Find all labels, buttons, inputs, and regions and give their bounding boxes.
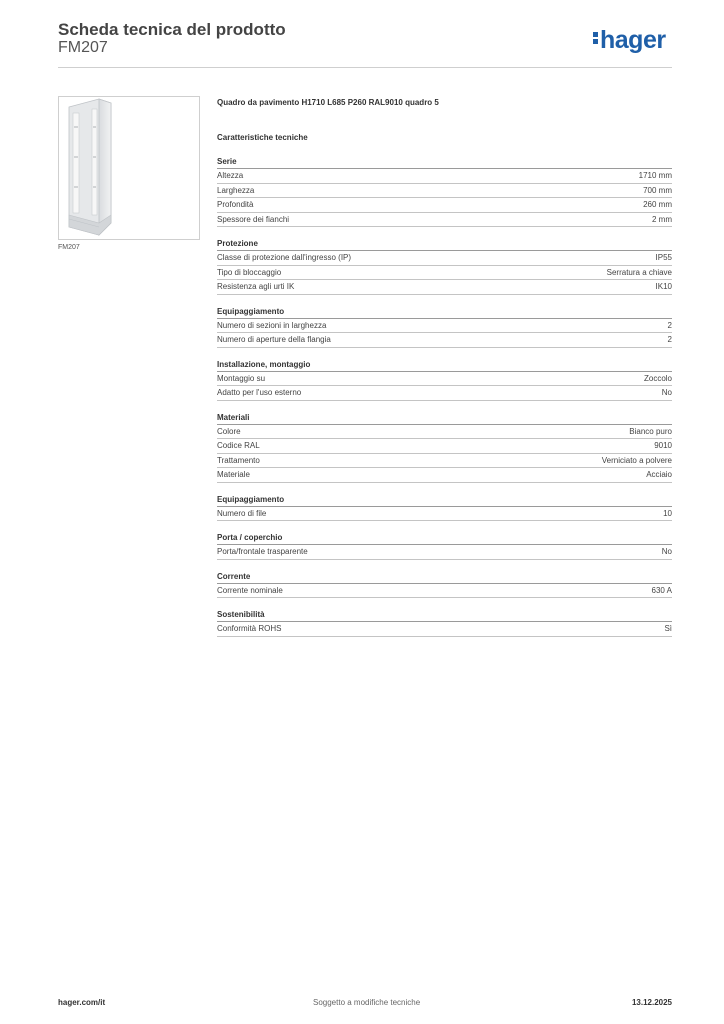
spec-value: Zoccolo [643,373,672,383]
spec-label: Classe di protezione dall'ingresso (IP) [217,253,352,262]
spec-label: Numero di file [217,508,267,518]
spec-value: 2 [667,335,672,344]
spec-label: Montaggio su [217,373,266,383]
spec-row [217,622,672,637]
spec-label: Altezza [217,171,244,180]
spec-label: Codice RAL [217,441,260,450]
spec-value: 10 [663,508,672,518]
spec-row [217,319,672,334]
spec-label: Trattamento [217,455,260,465]
section-title: Corrente [217,571,672,584]
spec-value: Acciaio [646,470,672,479]
section-title: Protezione [217,238,672,251]
spec-label: Spessore dei fianchi [217,214,290,224]
spec-label: Colore [217,426,241,436]
spec-value: 260 mm [643,200,672,209]
section-title: Equipaggiamento [217,306,672,319]
spec-row [217,439,672,454]
section-serie [217,156,672,227]
spec-row [217,507,672,522]
tech-characteristics-title: Caratteristiche tecniche [217,133,308,142]
spec-label: Tipo di bloccaggio [217,267,282,277]
spec-row [217,213,672,228]
section-installazione [217,359,672,401]
spec-row [217,169,672,184]
spec-value: Serratura a chiave [606,267,672,277]
spec-content [217,96,672,637]
footer-note: Soggetto a modifiche tecniche [313,998,421,1007]
spec-row [217,198,672,213]
section-title: Serie [217,156,672,169]
spec-value: 2 [667,320,672,330]
logo-dots-icon [593,30,599,46]
spec-value: 630 A [651,585,672,595]
section-title: Equipaggiamento [217,494,672,507]
spec-label: Conformità ROHS [217,624,282,633]
spec-value: 1710 mm [638,171,672,180]
spec-row [217,280,672,295]
spec-label: Larghezza [217,185,255,195]
section-title: Porta / coperchio [217,532,672,545]
section-title: Installazione, montaggio [217,359,672,372]
spec-value: No [661,388,672,397]
section-title: Sostenibilità [217,609,672,622]
document-title: Scheda tecnica del prodotto [58,20,286,39]
section-equipaggiamento-file [217,494,672,522]
spec-row [217,545,672,560]
spec-value: IP55 [655,253,672,262]
product-image [58,96,200,240]
spec-label: Resistenza agli urti IK [217,282,295,291]
product-code-heading: FM207 [58,39,108,56]
spec-label: Numero di aperture della flangia [217,335,331,344]
spec-row [217,584,672,599]
spec-row [217,425,672,440]
section-corrente [217,571,672,599]
spec-label: Porta/frontale trasparente [217,547,308,556]
section-materiali [217,412,672,483]
product-description: Quadro da pavimento H1710 L685 P260 RAL9010 quadro 5 [217,98,439,107]
spec-label: Corrente nominale [217,585,283,595]
spec-value: 2 mm [652,214,672,224]
spec-label: Profondità [217,200,254,209]
spec-label: Adatto per l'uso esterno [217,388,302,397]
spec-value: No [661,547,672,556]
spec-row [217,454,672,469]
spec-value: Verniciato a polvere [601,455,672,465]
logo-text: hager [600,26,666,54]
section-equipaggiamento [217,306,672,348]
image-caption: FM207 [58,244,80,251]
spec-value: Bianco puro [629,426,672,436]
spec-value: Sì [664,624,672,633]
section-sostenibilita [217,609,672,637]
header-divider [58,67,672,68]
spec-row [217,333,672,348]
spec-row [217,468,672,483]
spec-value: IK10 [655,282,672,291]
spec-row [217,386,672,401]
spec-label: Numero di sezioni in larghezza [217,320,327,330]
spec-value: 9010 [654,441,672,450]
footer-date: 13.12.2025 [631,998,672,1007]
footer-website-link[interactable]: hager.com/it [58,998,106,1007]
spec-row [217,251,672,266]
spec-value: 700 mm [643,185,672,195]
floor-cabinet-icon [59,97,199,239]
spec-row [217,184,672,199]
spec-label: Materiale [217,470,250,479]
section-porta [217,532,672,560]
section-protezione [217,238,672,295]
spec-row [217,372,672,387]
section-title: Materiali [217,412,672,425]
spec-row [217,266,672,281]
hager-logo [593,28,666,53]
